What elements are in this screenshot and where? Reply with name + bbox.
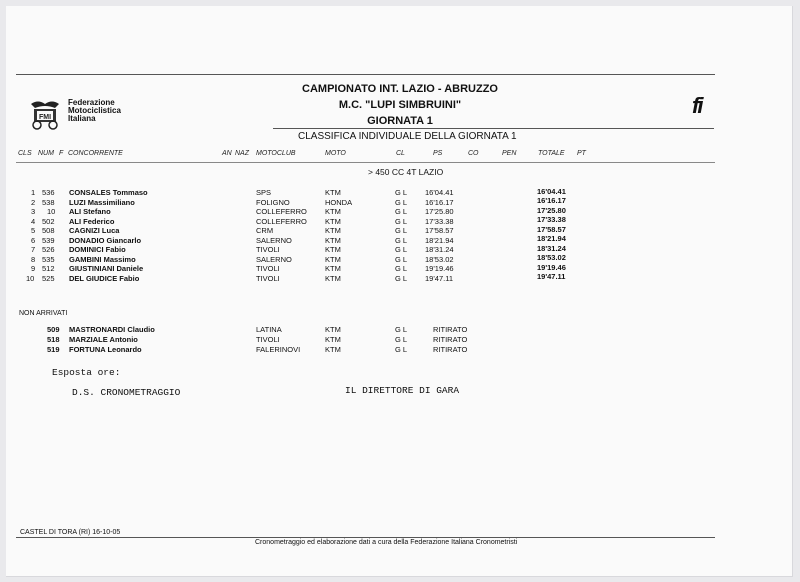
- total-time-cell: 17'58.57: [537, 224, 566, 234]
- position-cell: 1: [31, 188, 36, 197]
- moto-cell: KTM: [325, 264, 341, 274]
- motoclub-cell: CRM: [256, 226, 274, 236]
- page-subtitle: CLASSIFICA INDIVIDUALE DELLA GIORNATA 1: [298, 131, 517, 142]
- ps-time-cell: 17'33.38: [425, 216, 454, 226]
- ps-time-cell: 18'21.94: [425, 235, 454, 245]
- ps-time-cell: 17'25.80: [425, 207, 454, 217]
- category-label: > 450 CC 4T LAZIO: [368, 167, 444, 177]
- class-cell: G L: [395, 207, 408, 217]
- motoclub-cell: SALERNO: [256, 235, 292, 245]
- federation-line-1: Federazione: [68, 98, 115, 107]
- moto-cell: KTM: [325, 235, 341, 245]
- motoclub-cell: TIVOLI: [256, 335, 280, 344]
- col-naz: NAZ: [235, 150, 249, 157]
- total-time-cell: 18'53.02: [537, 253, 566, 263]
- number-cell: 539: [42, 235, 55, 245]
- col-pen: PEN: [502, 150, 517, 157]
- competitor-name: ALI Stefano: [69, 207, 111, 217]
- competitor-name: LUZI Massimiliano: [69, 197, 135, 207]
- number-cell: 502: [42, 216, 55, 226]
- motoclub-cell: TIVOLI: [256, 273, 280, 283]
- total-time-cell: 17'33.38: [537, 215, 566, 225]
- motoclub-cell: TIVOLI: [256, 245, 280, 255]
- motoclub-cell: SPS: [256, 188, 272, 197]
- round-title: GIORNATA 1: [367, 115, 433, 127]
- number-cell: 538: [42, 197, 55, 207]
- competitor-name: DEL GIUDICE Fabio: [69, 273, 140, 283]
- moto-cell: HONDA: [325, 197, 353, 207]
- total-time-cell: 16'16.17: [537, 196, 566, 206]
- ps-time-cell: 17'58.57: [425, 226, 454, 236]
- status-cell: RITIRATO: [433, 345, 468, 354]
- class-cell: G L: [395, 188, 408, 197]
- moto-cell: KTM: [325, 216, 341, 226]
- class-cell: G L: [395, 345, 408, 354]
- federation-line-3: Italiana: [68, 114, 96, 123]
- number-cell: 508: [42, 226, 55, 236]
- class-cell: G L: [395, 264, 408, 274]
- moto-cell: KTM: [325, 188, 341, 197]
- footer-credit: Cronometraggio ed elaborazione dati a cura della Federazione Italiana Cronometristi: [255, 539, 518, 546]
- col-co: CO: [468, 150, 479, 157]
- moto-cell: KTM: [325, 325, 341, 334]
- moto-cell: KTM: [325, 245, 341, 255]
- number-cell: 10: [47, 207, 56, 217]
- number-cell: 519: [47, 345, 60, 354]
- competitor-name: DONADIO Giancarlo: [69, 235, 142, 245]
- total-time-cell: 19'47.11: [537, 272, 566, 282]
- competitor-name: FORTUNA Leonardo: [69, 345, 142, 354]
- number-cell: 525: [42, 273, 55, 283]
- col-num: NUM: [38, 150, 54, 157]
- status-cell: RITIRATO: [433, 325, 468, 334]
- number-cell: 518: [47, 335, 60, 344]
- ps-time-cell: 18'53.02: [425, 254, 454, 264]
- competitor-name: MASTRONARDI Claudio: [69, 325, 155, 334]
- total-time-cell: 18'21.94: [537, 234, 566, 244]
- ps-time-cell: 16'04.41: [425, 188, 454, 197]
- motoclub-cell: FALERINOVI: [256, 345, 301, 354]
- class-cell: G L: [395, 197, 408, 207]
- subtitle-rule: [273, 128, 714, 129]
- svg-text:FMI: FMI: [38, 114, 52, 121]
- number-cell: 526: [42, 245, 55, 255]
- ps-time-cell: 16'16.17: [425, 197, 454, 207]
- total-time-cell: 17'25.80: [537, 205, 566, 215]
- number-cell: 512: [42, 264, 55, 274]
- position-cell: 4: [31, 216, 36, 226]
- col-cl: CL: [396, 150, 405, 157]
- class-cell: G L: [395, 335, 408, 344]
- col-pt: PT: [577, 150, 586, 157]
- number-cell: 536: [42, 188, 55, 197]
- fi-logo-icon: fi: [692, 93, 702, 118]
- moto-cell: KTM: [325, 335, 341, 344]
- status-cell: RITIRATO: [433, 335, 468, 344]
- moto-cell: KTM: [325, 273, 341, 283]
- competitor-name: CONSALES Tommaso: [69, 188, 148, 197]
- footer-rule: [16, 537, 715, 538]
- position-cell: 5: [31, 226, 36, 236]
- motoclub-cell: LATINA: [256, 325, 282, 334]
- motoclub-cell: SALERNO: [256, 254, 292, 264]
- header-rule: [16, 162, 715, 163]
- total-time-cell: 18'31.24: [537, 243, 566, 253]
- esposta-ore-label: Esposta ore:: [52, 367, 121, 378]
- class-cell: G L: [395, 325, 408, 334]
- class-cell: G L: [395, 235, 408, 245]
- class-cell: G L: [395, 273, 408, 283]
- col-totale: TOTALE: [538, 150, 565, 157]
- number-cell: 509: [47, 325, 60, 334]
- non-arrivati-label: NON ARRIVATI: [19, 310, 68, 317]
- motoclub-cell: COLLEFERRO: [256, 207, 307, 217]
- moto-cell: KTM: [325, 345, 341, 354]
- col-f: F: [59, 150, 64, 157]
- col-concorrente: CONCORRENTE: [68, 150, 123, 157]
- motoclub-cell: FOLIGNO: [256, 197, 290, 207]
- col-moto: MOTO: [325, 150, 346, 157]
- col-an: AN: [222, 150, 232, 157]
- club-title: M.C. "LUPI SIMBRUINI": [338, 99, 462, 111]
- moto-cell: KTM: [325, 207, 341, 217]
- class-cell: G L: [395, 254, 408, 264]
- ps-time-cell: 19'19.46: [425, 264, 454, 274]
- competitor-name: CAGNIZI Luca: [69, 226, 120, 236]
- moto-cell: KTM: [325, 226, 341, 236]
- position-cell: 6: [31, 235, 36, 245]
- ps-time-cell: 19'47.11: [425, 273, 453, 283]
- position-cell: 10: [26, 273, 35, 283]
- position-cell: 8: [31, 254, 36, 264]
- class-cell: G L: [395, 245, 408, 255]
- competitor-name: GIUSTINIANI Daniele: [69, 264, 144, 274]
- position-cell: 3: [31, 207, 36, 217]
- federation-line-2: Motociclistica: [68, 106, 121, 115]
- competitor-name: DOMINICI Fabio: [69, 245, 126, 255]
- ps-time-cell: 18'31.24: [425, 245, 454, 255]
- number-cell: 535: [42, 254, 55, 264]
- position-cell: 2: [31, 197, 36, 207]
- ds-cronometraggio-label: D.S. CRONOMETRAGGIO: [72, 387, 181, 398]
- class-cell: G L: [395, 216, 408, 226]
- direttore-gara-label: IL DIRETTORE DI GARA: [345, 385, 460, 396]
- class-cell: G L: [395, 226, 408, 236]
- col-ps: PS: [433, 150, 443, 157]
- total-time-cell: 16'04.41: [537, 186, 566, 196]
- moto-cell: KTM: [325, 254, 341, 264]
- top-rule: [16, 74, 715, 75]
- position-cell: 7: [31, 245, 36, 255]
- total-time-cell: 19'19.46: [537, 262, 566, 272]
- competitor-name: MARZIALE Antonio: [69, 335, 138, 344]
- motoclub-cell: TIVOLI: [256, 264, 280, 274]
- competitor-name: GAMBINI Massimo: [69, 254, 136, 264]
- col-motoclub: MOTOCLUB: [256, 150, 296, 157]
- col-cls: CLS: [18, 150, 32, 157]
- footer-place-date: CASTEL DI TORA (RI) 16-10-05: [20, 529, 121, 536]
- position-cell: 9: [31, 264, 36, 274]
- competitor-name: ALI Federico: [69, 216, 115, 226]
- motoclub-cell: COLLEFERRO: [256, 216, 307, 226]
- page-title: CAMPIONATO INT. LAZIO - ABRUZZO: [302, 83, 498, 95]
